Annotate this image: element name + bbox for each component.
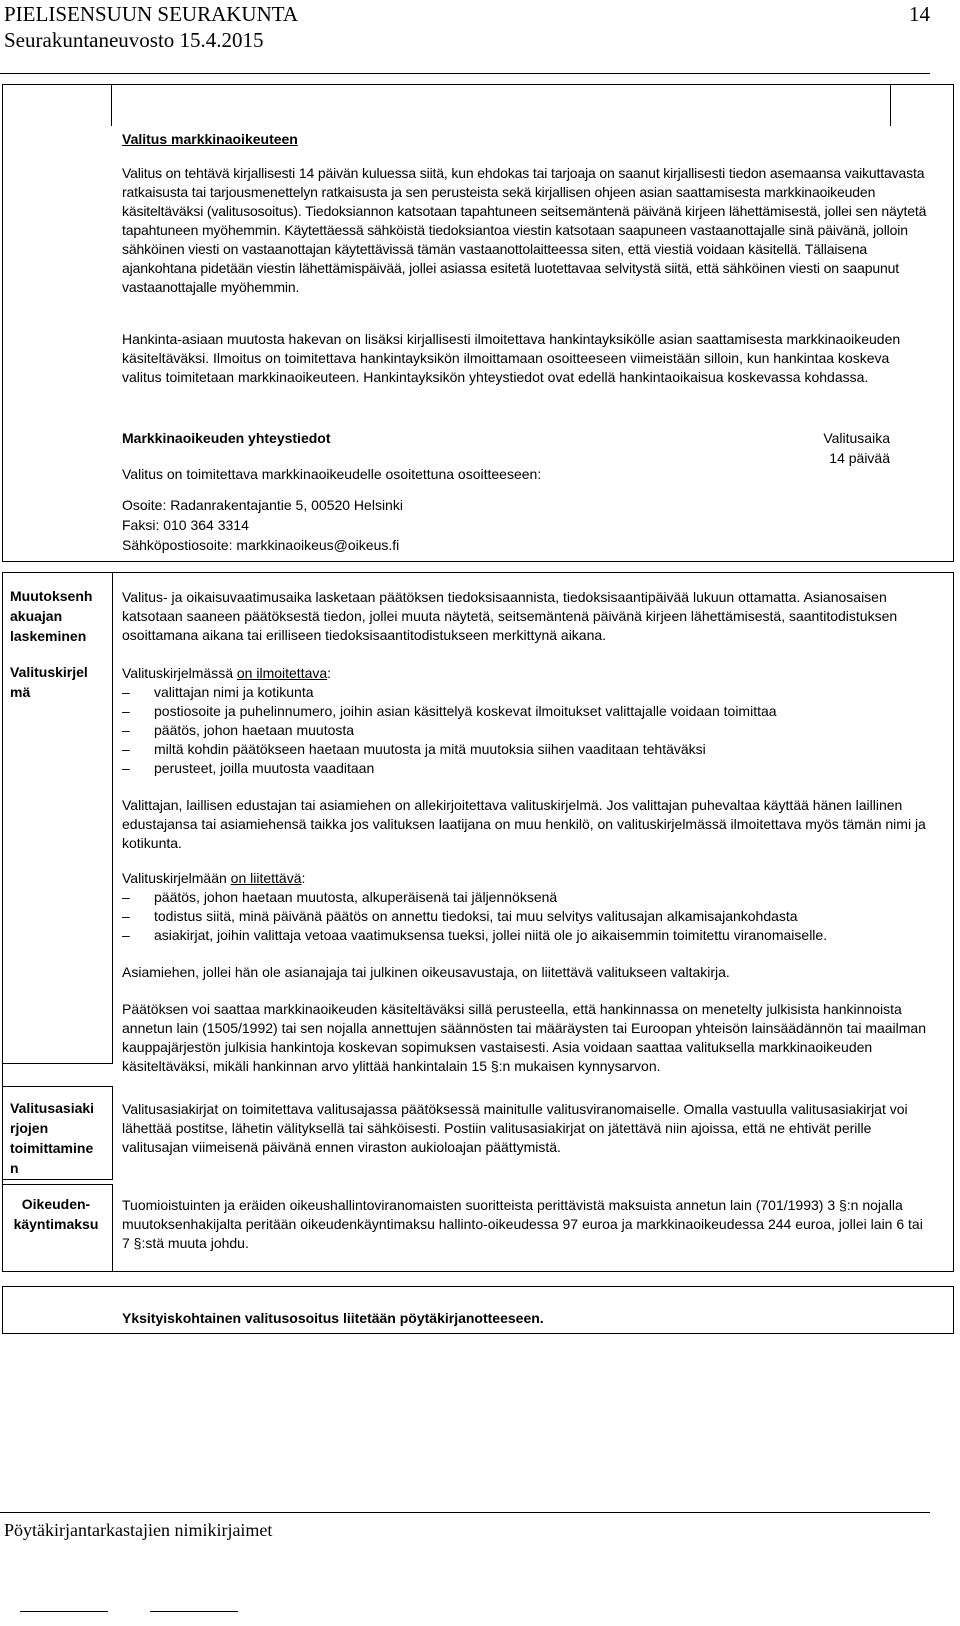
list-item: – asiakirjat, joihin valittaja vetoaa vaatimuksensa tueksi, jollei niitä ole jo aikaisemmin toimitettu viranomaiselle.: [122, 926, 934, 945]
market-grounds-paragraph: Päätöksen voi saattaa markkinaoikeuden käsiteltäväksi sillä perusteella, että hankinnassa on menetelty julkisista hankinnoista annetun lain (1505/1992) tai sen nojalla annettujen säännösten tai määräysten tai Euroopan yhteisön lainsäädännön tai maailman kauppajärjestön julkisia hankintoja koskevan sopimuksen vastaisesti. Asia voidaan saattaa valituksella markkinaoikeuden käsiteltäväksi, mikäli hankinnan arvo ylittää hankintalain 15 §:n mukaisen kynnysarvon.: [122, 1001, 927, 1074]
attachments-list: [122, 888, 934, 945]
delivery-label: Valitusasiaki rjojen toimittamine n: [10, 1100, 95, 1176]
list-item: – valittajan nimi ja kotikunta: [122, 683, 934, 702]
deadline-block: [823, 428, 890, 468]
list-item: – päätös, johon haetaan muutosta, alkuperäisenä tai jäljennöksenä: [122, 888, 934, 907]
fax-line: Faksi: 010 364 3314: [122, 517, 249, 533]
attachments-intro: Valituskirjelmään on liitettävä:: [122, 870, 306, 886]
address-line: Osoite: Radanrakentajantie 5, 00520 Helsinki: [122, 497, 403, 513]
market-court-paragraph-1: Valitus on tehtävä kirjallisesti 14 päivän kuluessa siitä, kun ehdokas tai tarjoaja on saanut kirjallisesti tiedon asemaansa vaikuttavasta ratkaisusta tai tarjousmenettelyn ratkaisusta ja sen perusteista sekä kirjallisen ohjeen asian saattamisesta markkinaoikeuden käsiteltäväksi (valitusosoitus). Tiedoksiannon katsotaan tapahtuneen seitsemäntenä päivänä kirjeen lähettämisestä, jollei sen näytetä tapahtuneen myöhemmin. Käytettäessä sähköistä tiedoksiantoa viestin katsotaan saapuneen vastaanottajalle sinä päivänä, jolloin sähköinen viesti on vastaanottajan käytettävissä tämän vastaanottolaitteessa siten, että viestiä voidaan käsitellä. Tällaisena ajankohtana pidetään viestin lähettämispäivää, jollei asiassa esitetä luotettavaa selvitystä siitä, että sähköinen viesti on saapunut vastaanottajalle myöhemmin.: [122, 165, 927, 295]
deadline-value: 14 päivää: [829, 450, 890, 466]
list-item: – miltä kohdin päätökseen haetaan muutosta ja mitä muutoksia siihen vaaditaan tehtäväksi: [122, 740, 934, 759]
market-court-paragraph-2: Hankinta-asiaan muutosta hakevan on lisäksi kirjallisesti ilmoitettava hankintayksikölle asian saattamisesta markkinaoikeuden käsiteltäväksi. Ilmoitus on toimitettava hankintayksikön ilmoittamaan osoitteeseen viimeistään silloin, kun hankintaa koskeva valitus toimitetaan markkinaoikeuteen. Hankintayksikön yhteystiedot ovat edellä hankintaoikaisua koskevassa kohdassa.: [122, 331, 901, 385]
list-item: – perusteet, joilla muutosta vaaditaan: [122, 759, 934, 778]
delivery-text: Valitusasiakirjat on toimitettava valitusajassa päätöksessä mainitulle valitusviranomaiselle. Omalla vastuulla valitusasiakirjat voi lähettää postitse, lähetin välityksellä tai sähköisesti. Postiin valitusasiakirjat on jätettävä niin ajoissa, että ne ehtivät perille valitusajan viimeisenä päivänä ennen viraston aukioloajan päättymistä.: [122, 1101, 908, 1155]
required-info-list: [122, 683, 934, 778]
calc-text: Valitus- ja oikaisuvaatimusaika lasketaan päätöksen tiedoksisaannista, tiedoksisaantipäivää lukuun ottamatta. Asianosaisen katsotaan saaneen päätöksestä tiedon, jollei muuta näytetä, seitsemäntenä päivänä kirjeen lähettämisestä, saantitodistuksen osoittamana aikana tai erilliseen tiedoksisaantitodistukseen merkittynä aikana.: [122, 589, 898, 643]
final-note: Yksityiskohtainen valitusosoitus liitetään pöytäkirjanotteeseen.: [122, 1310, 544, 1326]
appeal-doc-label: Valituskirjel mä: [10, 664, 88, 700]
page-number: 14: [909, 2, 930, 26]
agent-paragraph: Asiamiehen, jollei hän ole asianajaja tai julkinen oikeusavustaja, on liitettävä valitukseen valtakirja.: [122, 964, 730, 980]
list-item: – postiosoite ja puhelinnumero, joihin asian käsittelyä koskevat ilmoitukset valittajalle voidaan toimittaa: [122, 702, 934, 721]
deadline-label: Valitusaika: [823, 430, 890, 446]
column-divider: [111, 84, 112, 126]
organization-name: PIELISENSUUN SEURAKUNTA: [4, 2, 299, 26]
appeal-doc-intro: Valituskirjelmässä on ilmoitettava:: [122, 665, 332, 681]
appeal-doc-content: [122, 664, 934, 1076]
signature-line: [20, 1611, 108, 1612]
fee-text: Tuomioistuinten ja eräiden oikeushallintoviranomaisten suoritteista perittävistä maksuista annetun lain (701/1993) 3 §:n nojalla muutoksenhakijalta peritään oikeudenkäyntimaksu hallinto-oikeudessa 97 euroa ja markkinaoikeudessa 244 euroa, jollei lain 6 tai 7 §:stä muuta johdu.: [122, 1197, 923, 1251]
footer-divider: [0, 1512, 930, 1513]
calc-label: Muutoksenh akuajan laskeminen: [10, 588, 93, 644]
contact-intro: Valitus on toimitettava markkinaoikeudelle osoitettuna osoitteeseen:: [122, 466, 542, 482]
header-divider: [0, 73, 930, 74]
email-line: Sähköpostiosoite: markkinaoikeus@oikeus.fi: [122, 537, 400, 553]
meeting-title: Seurakuntaneuvosto 15.4.2015: [4, 28, 264, 52]
list-item: – päätös, johon haetaan muutosta: [122, 721, 934, 740]
market-court-section: [2, 84, 954, 562]
market-court-heading: Valitus markkinaoikeuteen: [122, 131, 298, 147]
signature-line: [150, 1611, 238, 1612]
signature-paragraph: Valittajan, laillisen edustajan tai asiamiehen on allekirjoitettava valituskirjelmä. Jos valittajan puhevaltaa käyttää hänen laillinen edustajansa tai asiamiehensä taikka jos valituksen laatijana on muu henkilö, on valituskirjelmässä ilmoitettava myös tämän nimi ja kotikunta.: [122, 797, 926, 851]
address-block: [122, 495, 932, 555]
list-item: – todistus siitä, minä päivänä päätös on annettu tiedoksi, tai muu selvitys valitusajan alkamisajankohdasta: [122, 907, 934, 926]
column-divider: [890, 84, 891, 126]
signatures-label: Pöytäkirjantarkastajien nimikirjaimet: [4, 1520, 273, 1540]
contact-heading: Markkinaoikeuden yhteystiedot: [122, 430, 331, 446]
fee-label: Oikeuden-käyntimaksu: [13, 1196, 99, 1232]
contact-block: [122, 428, 892, 484]
